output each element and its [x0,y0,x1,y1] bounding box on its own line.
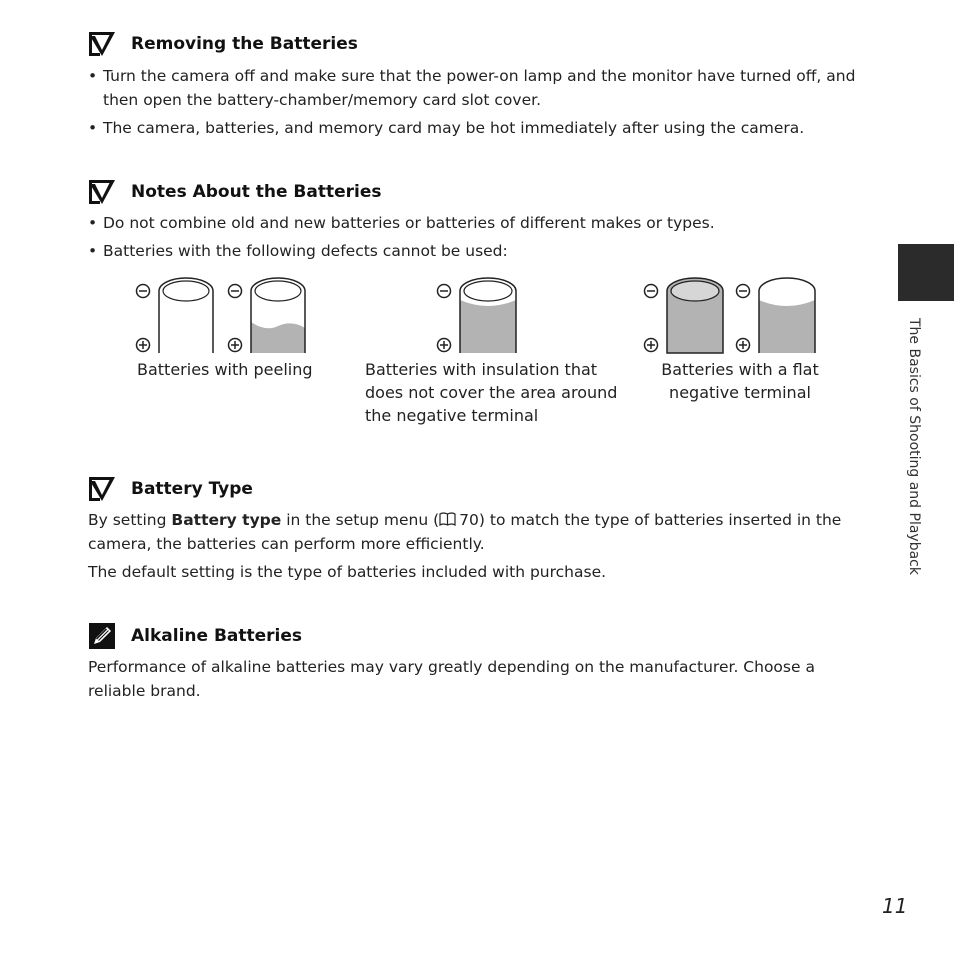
page-reference: 70 [459,511,479,529]
battery-flat-terminal-illustration [645,278,816,353]
caption-line: negative terminal [669,383,811,402]
battery-type-paragraph [88,508,858,556]
list-item: • The camera, batteries, and memory card may be hot immediately after using the camera. [88,116,868,140]
caution-check-icon [88,475,116,503]
section-title: Notes About the Batteries [131,182,382,202]
text-run: By setting [88,511,172,529]
section-header-battery-type [88,475,253,503]
caption-line: Batteries with a flat [661,360,819,379]
page-number: 11 [882,894,908,918]
list-item: • Turn the camera off and make sure that the power-on lamp and the monitor have turned off, and then open the battery-chamber/memory card slot cover. [88,64,868,112]
section-title: Battery Type [131,479,253,499]
battery-type-default-paragraph: The default setting is the type of batteries included with purchase. [88,563,607,581]
illustration-caption-flat-terminal [640,358,840,404]
section-title: Removing the Batteries [131,34,358,54]
caption-line: the negative terminal [365,406,539,425]
list-item: • Batteries with the following defects cannot be used: [88,239,868,263]
battery-insulation-illustration [438,278,517,353]
illustration-caption-peeling [137,358,337,381]
book-reference-icon [439,512,456,526]
chapter-tab [898,244,954,301]
section-header-alkaline [88,622,302,650]
caption-line: does not cover the area around [365,383,618,402]
chapter-label: The Basics of Shooting and Playback [906,318,922,575]
text-run: ) to match the type of batteries inserted in the camera, the batteries can perform more efficiently. [88,511,842,553]
section-title: Alkaline Batteries [131,626,303,646]
alkaline-paragraph: Performance of alkaline batteries may vary greatly depending on the manufacturer. Choose a reliable brand. [88,658,815,700]
battery-peeling-illustration [137,278,306,353]
list-item: • Do not combine old and new batteries or batteries of different makes or types. [88,211,868,235]
setting-name: Battery type [171,511,282,529]
pencil-note-icon [88,622,116,650]
text-run: in the setup menu ( [281,511,440,529]
caption-line: Batteries with insulation that [365,360,598,379]
illustration-caption-insulation [365,358,635,427]
caption-line: Batteries with peeling [137,360,313,379]
